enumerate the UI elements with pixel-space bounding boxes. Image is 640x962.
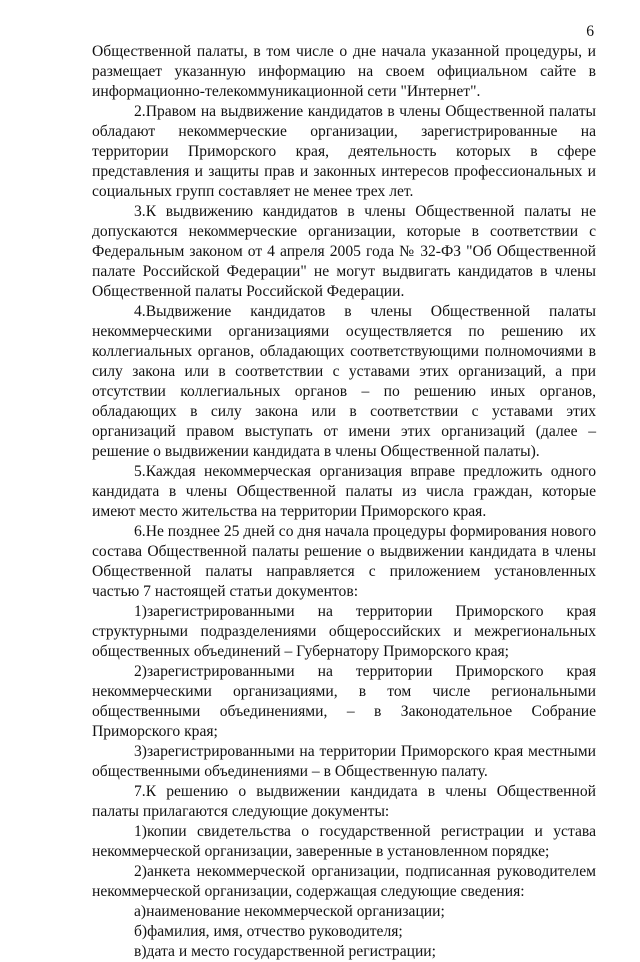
paragraph: 3.К выдвижению кандидатов в члены Общественной палаты не допускаются некоммерческие организации, которые в соответствии с Федеральным законом от 4 апреля 2005 года № 32-ФЗ "Об Общественной палате Российской Федерации" не могут выдвигать кандидатов в члены Общественной палаты Российской Федерации. (92, 203, 596, 300)
paragraph: 4.Выдвижение кандидатов в члены Общественной палаты некоммерческими организациями осуществляется по решению их коллегиальных органов, обладающих соответствующими полномочиями в силу закона или в соответствии с уставами этих организаций, а при отсутствии коллегиальных органов – по решению иных органов, обладающих в силу закона или в соответствии с уставами этих организаций правом выступать от имени этих организаций (далее – решение о выдвижении кандидата в члены Общественной палаты). (92, 303, 596, 460)
paragraph: в)дата и место государственной регистрации; (134, 943, 436, 960)
document-body (92, 42, 596, 962)
paragraph: 1)зарегистрированными на территории Приморского края структурными подразделениями общероссийских и межрегиональных общественных объединений – Губернатору Приморского края; (92, 603, 596, 660)
paragraph: 2)анкета некоммерческой организации, подписанная руководителем некоммерческой организации, содержащая следующие сведения: (92, 863, 596, 900)
paragraph: 2)зарегистрированными на территории Приморского края некоммерческими организациями, в том числе региональными общественными объединениями, – в Законодательное Собрание Приморского края; (92, 663, 596, 740)
paragraph: а)наименование некоммерческой организации; (134, 903, 445, 920)
paragraph: 3)зарегистрированными на территории Приморского края местными общественными объединениями – в Общественную палату. (92, 743, 596, 780)
paragraph: 5.Каждая некоммерческая организация вправе предложить одного кандидата в члены Общественной палаты из числа граждан, которые имеют место жительства на территории Приморского края. (92, 463, 596, 520)
page-number: 6 (586, 23, 594, 40)
paragraph: 6.Не позднее 25 дней со дня начала процедуры формирования нового состава Общественной палаты решение о выдвижении кандидата в члены Общественной палаты направляется с приложением установленных частью 7 настоящей статьи документов: (92, 523, 596, 600)
paragraph: 2.Правом на выдвижение кандидатов в члены Общественной палаты обладают некоммерческие организации, зарегистрированные на территории Приморского края, деятельность которых в сфере представления и защиты прав и законных интересов профессиональных и социальных групп составляет не менее трех лет. (92, 103, 596, 200)
paragraph: 7.К решению о выдвижении кандидата в члены Общественной палаты прилагаются следующие документы: (92, 783, 596, 820)
paragraph: б)фамилия, имя, отчество руководителя; (134, 923, 403, 940)
paragraph: Общественной палаты, в том числе о дне начала указанной процедуры, и размещает указанную информацию на своем официальном сайте в информационно-телекоммуникационной сети "Интернет". (92, 43, 596, 100)
paragraph: 1)копии свидетельства о государственной регистрации и устава некоммерческой организации, заверенные в установленном порядке; (92, 823, 596, 860)
